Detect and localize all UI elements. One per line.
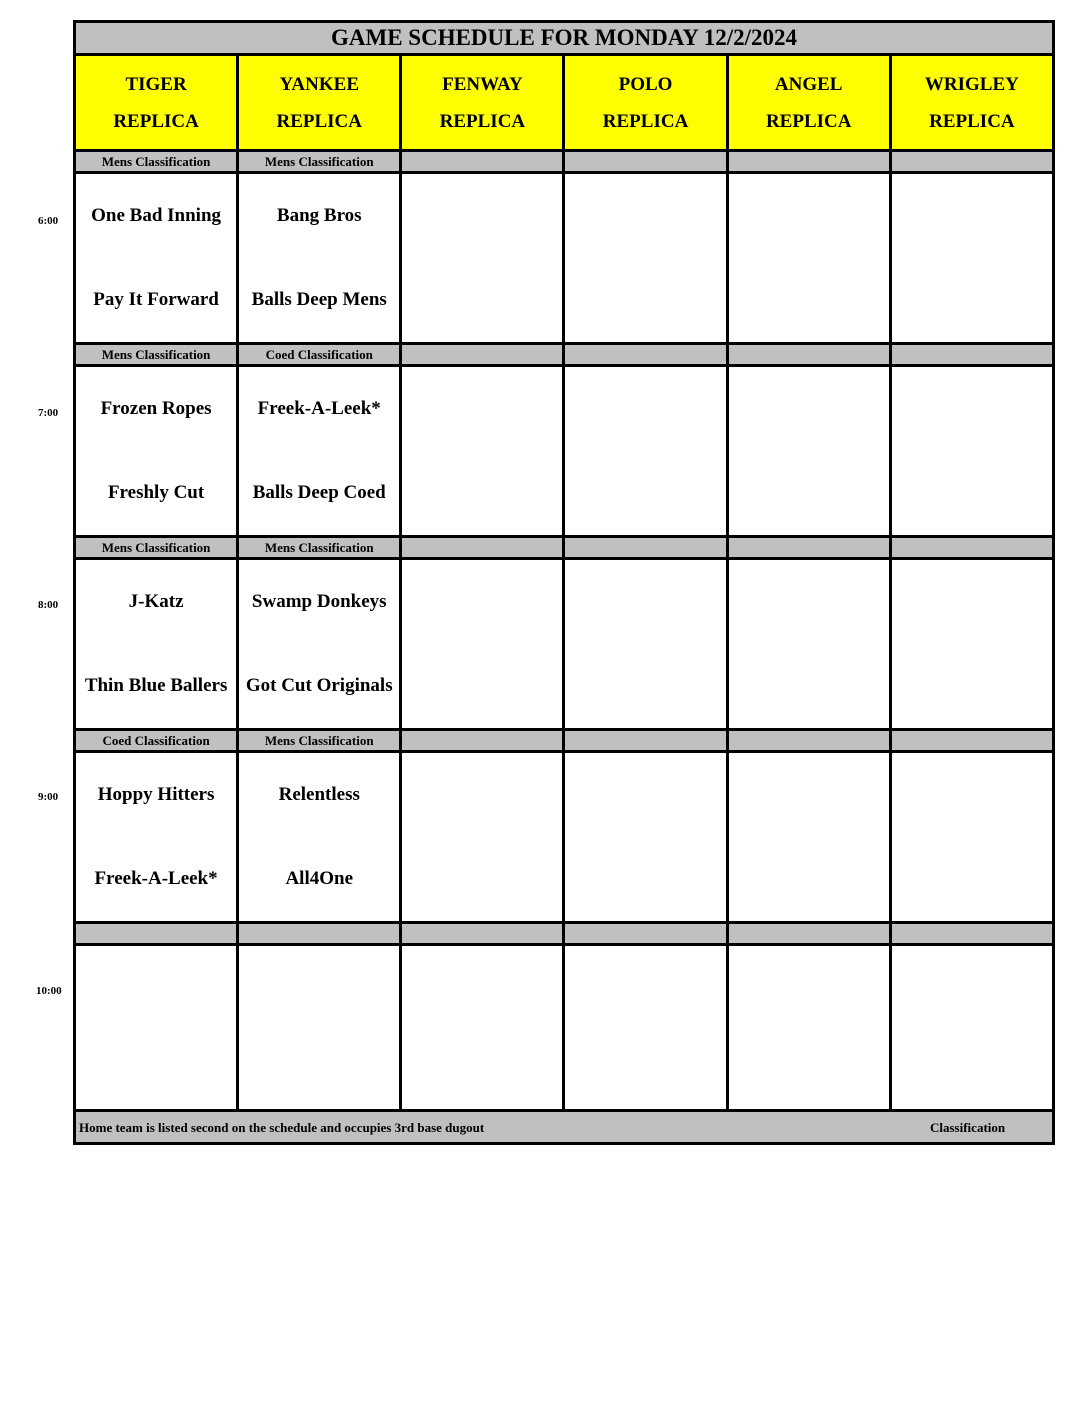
away-team [729, 946, 889, 1028]
away-team [565, 174, 725, 258]
classification-cell [401, 344, 564, 366]
classification-cell [564, 344, 727, 366]
away-team [892, 367, 1052, 451]
game-cell [75, 945, 238, 1111]
game-cell [564, 173, 727, 344]
classification-row [75, 730, 1054, 752]
game-cell [401, 945, 564, 1111]
classification-cell [890, 537, 1053, 559]
field-header: YANKEE REPLICA [238, 55, 401, 151]
classification-cell [564, 537, 727, 559]
field-header-row [75, 55, 1054, 151]
away-team [565, 946, 725, 1028]
classification-row [75, 923, 1054, 945]
classification-cell [401, 730, 564, 752]
away-team [729, 174, 889, 258]
classification-cell [727, 730, 890, 752]
home-team [402, 1028, 562, 1110]
footer-bar [75, 1111, 1054, 1144]
away-team [565, 560, 725, 644]
game-cell [238, 559, 401, 730]
game-cell [75, 559, 238, 730]
classification-cell: Mens Classification [238, 151, 401, 173]
game-cell [727, 173, 890, 344]
game-row [75, 752, 1054, 923]
game-cell [564, 752, 727, 923]
classification-cell [890, 151, 1053, 173]
home-team: Thin Blue Ballers [84, 675, 228, 696]
home-team [729, 1028, 889, 1110]
away-team [892, 946, 1052, 1028]
home-team: Balls Deep Coed [252, 482, 386, 503]
home-team [402, 837, 562, 921]
game-cell [890, 752, 1053, 923]
home-team [892, 258, 1052, 342]
field-header: FENWAY REPLICA [401, 55, 564, 151]
game-cell [564, 366, 727, 537]
classification-cell [401, 537, 564, 559]
classification-cell [890, 923, 1053, 945]
time-label-10: 10:00 [36, 985, 62, 997]
classification-cell [727, 151, 890, 173]
away-team [892, 753, 1052, 837]
game-cell [401, 173, 564, 344]
away-team: Relentless [278, 784, 360, 805]
away-team [76, 946, 236, 1028]
page-title: GAME SCHEDULE FOR MONDAY 12/2/2024 [75, 22, 1054, 55]
home-team [402, 258, 562, 342]
home-team: Got Cut Originals [245, 675, 393, 696]
classification-cell [727, 923, 890, 945]
classification-cell [727, 344, 890, 366]
game-cell [75, 752, 238, 923]
home-team [565, 644, 725, 728]
game-cell [890, 945, 1053, 1111]
away-team: Frozen Ropes [100, 398, 212, 419]
home-team [402, 451, 562, 535]
away-team: One Bad Inning [91, 205, 222, 226]
classification-cell [564, 923, 727, 945]
classification-cell [890, 344, 1053, 366]
classification-cell [564, 151, 727, 173]
game-cell [75, 173, 238, 344]
classification-cell: Coed Classification [238, 344, 401, 366]
away-team [892, 560, 1052, 644]
game-cell [238, 366, 401, 537]
away-team: Freek-A-Leek* [257, 398, 381, 419]
schedule-table [73, 20, 1055, 1145]
game-cell [238, 173, 401, 344]
home-team [892, 451, 1052, 535]
away-team [729, 367, 889, 451]
home-team [729, 258, 889, 342]
classification-cell: Mens Classification [238, 537, 401, 559]
away-team [402, 753, 562, 837]
game-cell [75, 366, 238, 537]
home-team [565, 837, 725, 921]
time-label-9: 9:00 [38, 791, 59, 803]
game-row [75, 366, 1054, 537]
footer-classification-label: Classification [930, 1120, 1006, 1135]
classification-cell: Mens Classification [75, 344, 238, 366]
home-team [239, 1028, 399, 1110]
game-cell [401, 366, 564, 537]
away-team: Bang Bros [276, 205, 362, 226]
time-label-6: 6:00 [38, 215, 59, 227]
game-cell [727, 559, 890, 730]
away-team [402, 174, 562, 258]
game-cell [401, 559, 564, 730]
home-team [892, 837, 1052, 921]
game-cell [727, 945, 890, 1111]
classification-row [75, 151, 1054, 173]
home-team: Freek-A-Leek* [94, 868, 218, 889]
classification-cell [564, 730, 727, 752]
away-team [402, 560, 562, 644]
away-team [565, 367, 725, 451]
home-team [565, 451, 725, 535]
classification-cell [401, 923, 564, 945]
classification-cell [890, 730, 1053, 752]
away-team: Hoppy Hitters [97, 784, 215, 805]
away-team [729, 753, 889, 837]
time-label-7: 7:00 [38, 407, 59, 419]
away-team [239, 946, 399, 1028]
away-team [402, 946, 562, 1028]
home-team [729, 451, 889, 535]
away-team: J-Katz [128, 591, 184, 612]
game-cell [890, 559, 1053, 730]
field-header: WRIGLEY REPLICA [890, 55, 1053, 151]
game-cell [890, 366, 1053, 537]
away-team [565, 753, 725, 837]
field-header: ANGEL REPLICA [727, 55, 890, 151]
home-team: Freshly Cut [107, 482, 205, 503]
game-row [75, 945, 1054, 1111]
home-team: All4One [285, 868, 354, 889]
classification-cell [75, 923, 238, 945]
game-row [75, 173, 1054, 344]
footer-note: Home team is listed second on the schedule and occupies 3rd base dugout [79, 1120, 485, 1135]
classification-cell: Mens Classification [238, 730, 401, 752]
game-cell [401, 752, 564, 923]
classification-cell [238, 923, 401, 945]
home-team: Balls Deep Mens [251, 289, 387, 310]
classification-row [75, 537, 1054, 559]
game-row [75, 559, 1054, 730]
game-cell [564, 945, 727, 1111]
home-team [729, 837, 889, 921]
game-cell [727, 752, 890, 923]
game-cell [727, 366, 890, 537]
classification-cell: Mens Classification [75, 151, 238, 173]
home-team [892, 644, 1052, 728]
home-team [565, 258, 725, 342]
classification-cell [727, 537, 890, 559]
game-cell [890, 173, 1053, 344]
game-cell [564, 559, 727, 730]
away-team [892, 174, 1052, 258]
away-team [729, 560, 889, 644]
classification-cell [401, 151, 564, 173]
home-team [565, 1028, 725, 1110]
time-label-8: 8:00 [38, 599, 59, 611]
away-team [402, 367, 562, 451]
home-team [729, 644, 889, 728]
home-team [76, 1028, 236, 1110]
classification-cell: Mens Classification [75, 537, 238, 559]
field-header: TIGER REPLICA [75, 55, 238, 151]
classification-row [75, 344, 1054, 366]
field-header: POLO REPLICA [564, 55, 727, 151]
home-team [892, 1028, 1052, 1110]
classification-cell: Coed Classification [75, 730, 238, 752]
game-cell [238, 945, 401, 1111]
home-team [402, 644, 562, 728]
away-team: Swamp Donkeys [251, 591, 387, 612]
game-cell [238, 752, 401, 923]
home-team: Pay It Forward [93, 289, 219, 310]
